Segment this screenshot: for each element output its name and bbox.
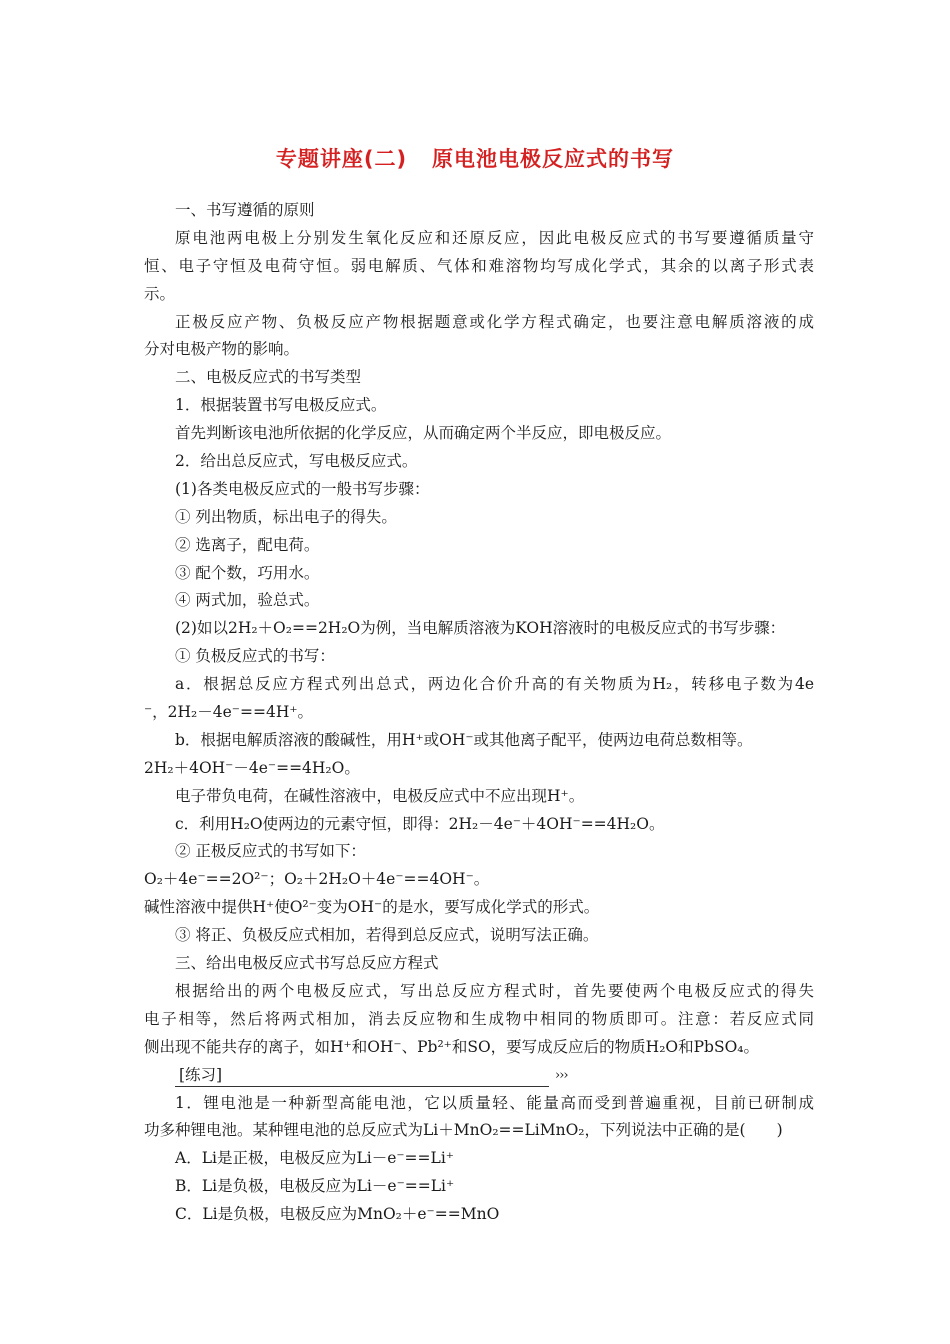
document-body: [144, 197, 814, 1229]
paragraph-line: 2．给出总反应式，写电极反应式。: [175, 452, 418, 471]
paragraph-line: 电子带负电荷，在碱性溶液中，电极反应式中不应出现H⁺。: [175, 786, 585, 805]
option-c: C．Li是负极，电极反应为MnO₂＋e⁻==MnO: [175, 1205, 500, 1224]
paragraph-line: 分对电极产物的影响。: [144, 340, 300, 359]
option-b: B．Li是负极，电极反应为Li－e⁻==Li⁺: [175, 1177, 455, 1196]
paragraph-line: 原电池两电极上分别发生氧化反应和还原反应，因此电极反应式的书写要遵循质量守: [175, 228, 814, 247]
paragraph-line: 电子相等，然后将两式相加，消去反应物和生成物中相同的物质即可。注意：若反应式同: [144, 1009, 814, 1028]
paragraph-line: ③ 将正、负极反应式相加，若得到总反应式，说明写法正确。: [175, 926, 599, 945]
paragraph-line: 恒、电子守恒及电荷守恒。弱电解质、气体和难溶物均写成化学式，其余的以离子形式表: [144, 256, 814, 275]
heading-principles: 一、书写遵循的原则: [175, 201, 315, 219]
paragraph-line: 1．根据装置书写电极反应式。: [175, 396, 387, 415]
paragraph-line: 根据给出的两个电极反应式，写出总反应方程式时，首先要使两个电极反应式的得失: [175, 981, 814, 1000]
practice-header: [144, 1062, 814, 1090]
paragraph-line: 示。: [144, 284, 176, 303]
paragraph-line: (2)如以2H₂＋O₂==2H₂O为例，当电解质溶液为KOH溶液时的电极反应式的书写步骤：: [175, 619, 786, 638]
question-stem: 1．锂电池是一种新型高能电池，它以质量轻、能量高而受到普遍重视，目前已研制成: [175, 1093, 814, 1112]
paragraph-line: O₂＋4e⁻==2O²⁻；O₂＋2H₂O＋4e⁻==4OH⁻。: [144, 870, 490, 889]
heading-types: 二、电极反应式的书写类型: [175, 368, 362, 387]
triple-chevron-icon: ›››: [555, 1067, 568, 1083]
paragraph-line: ② 正极反应式的书写如下：: [175, 842, 366, 861]
paragraph-line: 正极反应产物、负极反应产物根据题意或化学方程式确定，也要注意电解质溶液的成: [175, 312, 814, 331]
paragraph-line: 碱性溶液中提供H⁺使O²⁻变为OH⁻的是水，要写成化学式的形式。: [144, 898, 600, 917]
paragraph-line: ① 负极反应式的书写：: [175, 647, 335, 666]
practice-label: [练习]: [175, 1064, 549, 1087]
paragraph-line: b．根据电解质溶液的酸碱性，用H⁺或OH⁻或其他离子配平，使两边电荷总数相等。: [175, 730, 753, 749]
step-item: ① 列出物质，标出电子的得失。: [175, 507, 397, 526]
paragraph-line: (1)各类电极反应式的一般书写步骤：: [175, 479, 430, 498]
paragraph-line: ⁻，2H₂－4e⁻==4H⁺。: [144, 703, 314, 722]
option-a: A．Li是正极，电极反应为Li－e⁻==Li⁺: [175, 1149, 454, 1168]
step-item: ④ 两式加，验总式。: [175, 591, 320, 610]
heading-total-equation: 三、给出电极反应式书写总反应方程式: [175, 954, 439, 973]
step-item: ② 选离子，配电荷。: [175, 535, 320, 554]
paragraph-line: 侧出现不能共存的离子，如H⁺和OH⁻、Pb²⁺和SO，要写成反应后的物质H₂O和PbSO₄。: [144, 1037, 760, 1056]
paragraph-line: 2H₂＋4OH⁻－4e⁻==4H₂O。: [144, 758, 360, 777]
paragraph-line: 首先判断该电池所依据的化学反应，从而确定两个半反应，即电极反应。: [175, 424, 672, 443]
step-item: ③ 配个数，巧用水。: [175, 563, 320, 582]
question-stem: 功多种锂电池。某种锂电池的总反应式为Li＋MnO₂==LiMnO₂，下列说法中正确的是( ): [144, 1121, 783, 1140]
document-title: 专题讲座(二) 原电池电极反应式的书写: [275, 147, 675, 171]
paragraph-line: a．根据总反应方程式列出总式，两边化合价升高的有关物质为H₂，转移电子数为4e: [175, 675, 814, 694]
paragraph-line: c．利用H₂O使两边的元素守恒，即得：2H₂－4e⁻＋4OH⁻==4H₂O。: [175, 814, 665, 833]
